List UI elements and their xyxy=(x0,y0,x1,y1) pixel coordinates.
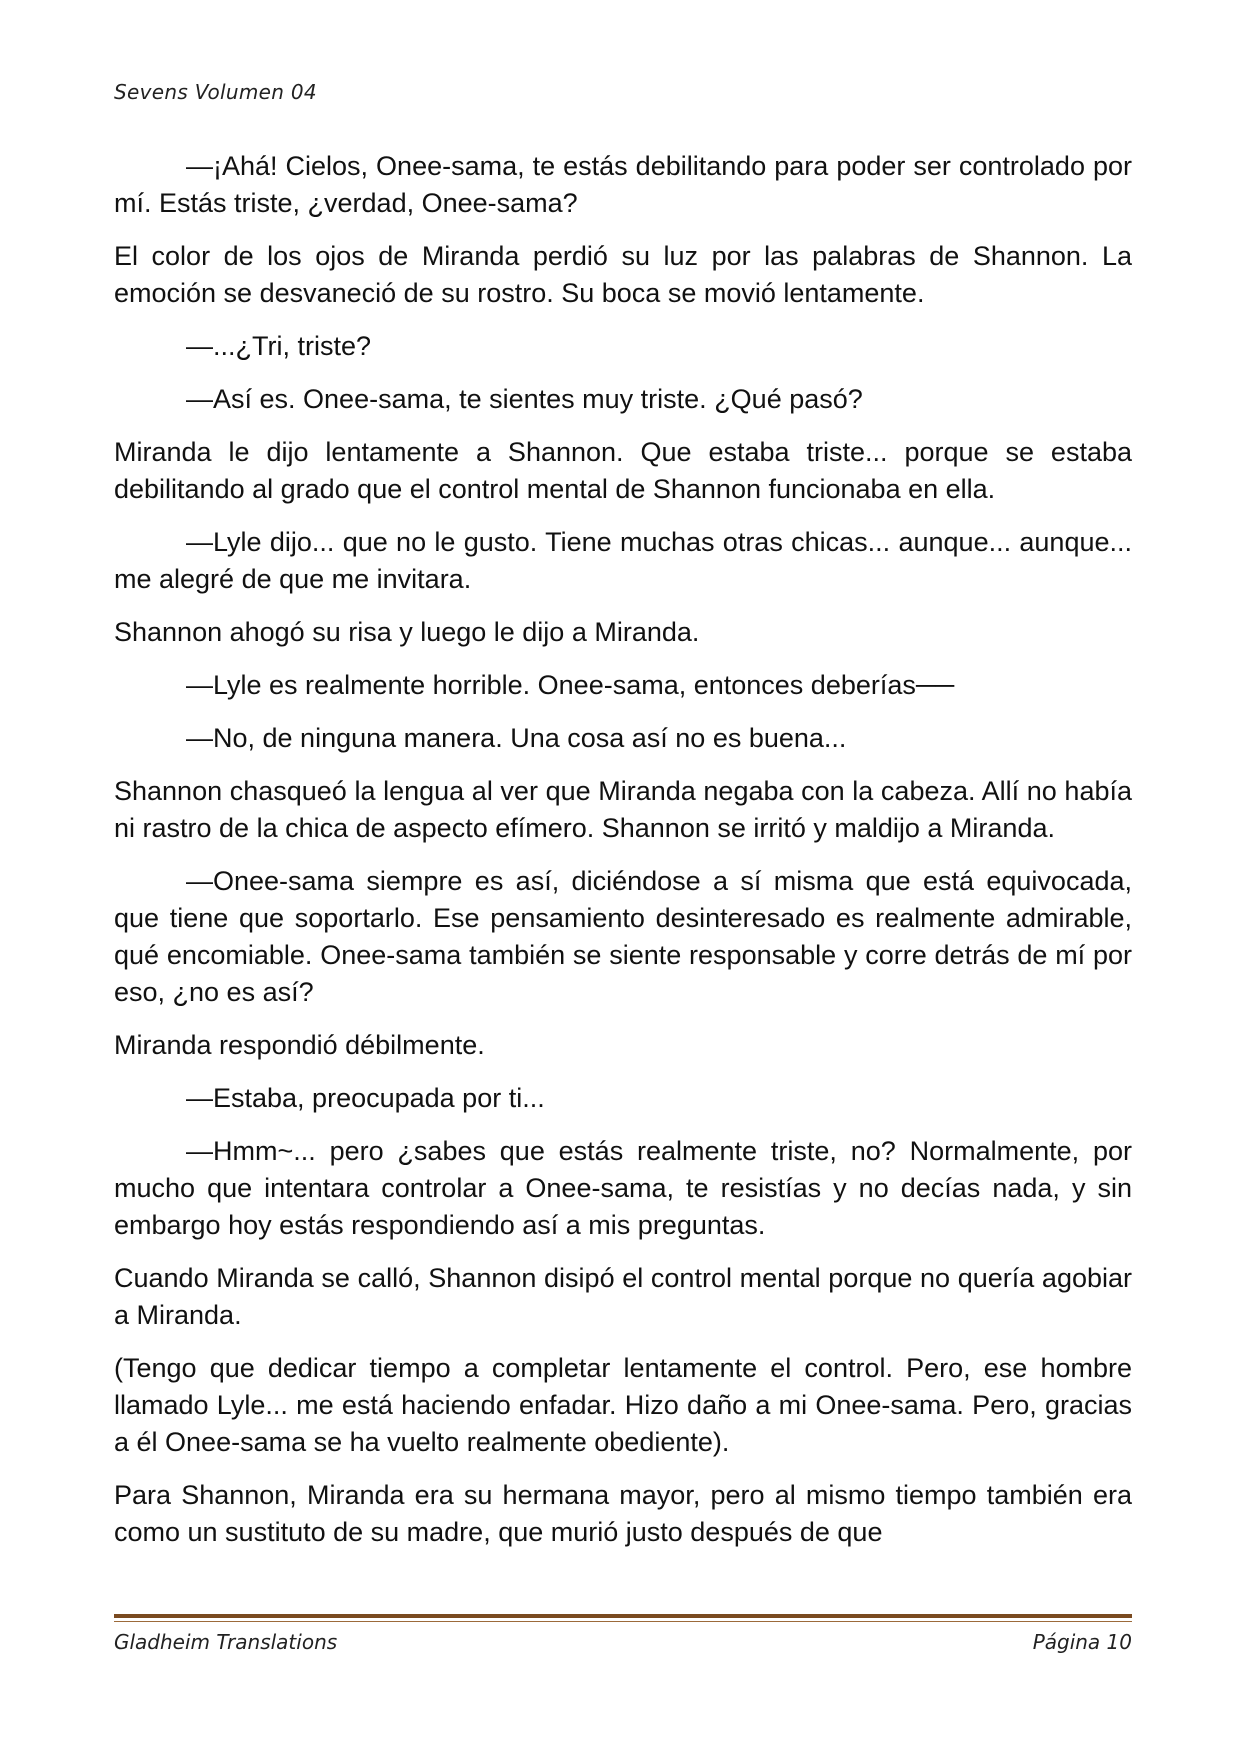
paragraph: —Lyle dijo... que no le gusto. Tiene muchas otras chicas... aunque... aunque... me alegré de que me invitara. xyxy=(114,527,1132,594)
paragraph: —Onee-sama siempre es así, diciéndose a sí misma que está equivocada, que tiene que soportarlo. Ese pensamiento desinteresado es realmente admirable, qué encomiable. Onee-sama también se siente responsable y corre detrás de mí por eso, ¿no es así? xyxy=(114,866,1132,1007)
paragraph: —No, de ninguna manera. Una cosa así no es buena... xyxy=(186,723,847,753)
paragraph: —...¿Tri, triste? xyxy=(186,331,372,361)
paragraph: —Hmm~... pero ¿sabes que estás realmente triste, no? Normalmente, por mucho que intentara controlar a Onee-sama, te resistías y no decías nada, y sin embargo hoy estás respondiendo así a mis preguntas. xyxy=(114,1136,1132,1240)
page-number: Página 10 xyxy=(1032,1630,1132,1654)
paragraph: —Estaba, preocupada por ti... xyxy=(186,1083,545,1113)
paragraph: (Tengo que dedicar tiempo a completar lentamente el control. Pero, ese hombre llamado Lyle... me está haciendo enfadar. Hizo daño a mi Onee-sama. Pero, gracias a él Onee-sama se ha vuelto realmente obediente). xyxy=(114,1353,1132,1457)
paragraph: —Lyle es realmente horrible. Onee-sama, entonces deberías── xyxy=(186,670,955,700)
paragraph: Shannon chasqueó la lengua al ver que Miranda negaba con la cabeza. Allí no había ni rastro de la chica de aspecto efímero. Shannon se irritó y maldijo a Miranda. xyxy=(114,776,1132,843)
paragraph: Shannon ahogó su risa y luego le dijo a Miranda. xyxy=(114,617,700,647)
paragraph: Para Shannon, Miranda era su hermana mayor, pero al mismo tiempo también era como un sustituto de su madre, que murió justo después de que xyxy=(114,1480,1132,1547)
page-header-title: Sevens Volumen 04 xyxy=(114,80,317,104)
page-body xyxy=(114,148,1132,1551)
paragraph: El color de los ojos de Miranda perdió su luz por las palabras de Shannon. La emoción se desvaneció de su rostro. Su boca se movió lentamente. xyxy=(114,241,1132,308)
footer-divider-thick xyxy=(114,1614,1132,1618)
footer-publisher: Gladheim Translations xyxy=(114,1630,338,1654)
paragraph: —Así es. Onee-sama, te sientes muy triste. ¿Qué pasó? xyxy=(186,384,863,414)
footer-divider-thin xyxy=(114,1621,1132,1622)
paragraph: Cuando Miranda se calló, Shannon disipó el control mental porque no quería agobiar a Miranda. xyxy=(114,1263,1132,1330)
paragraph: Miranda le dijo lentamente a Shannon. Que estaba triste... porque se estaba debilitando al grado que el control mental de Shannon funcionaba en ella. xyxy=(114,437,1132,504)
paragraph: —¡Ahá! Cielos, Onee-sama, te estás debilitando para poder ser controlado por mí. Estás triste, ¿verdad, Onee-sama? xyxy=(114,151,1132,218)
paragraph: Miranda respondió débilmente. xyxy=(114,1030,485,1060)
